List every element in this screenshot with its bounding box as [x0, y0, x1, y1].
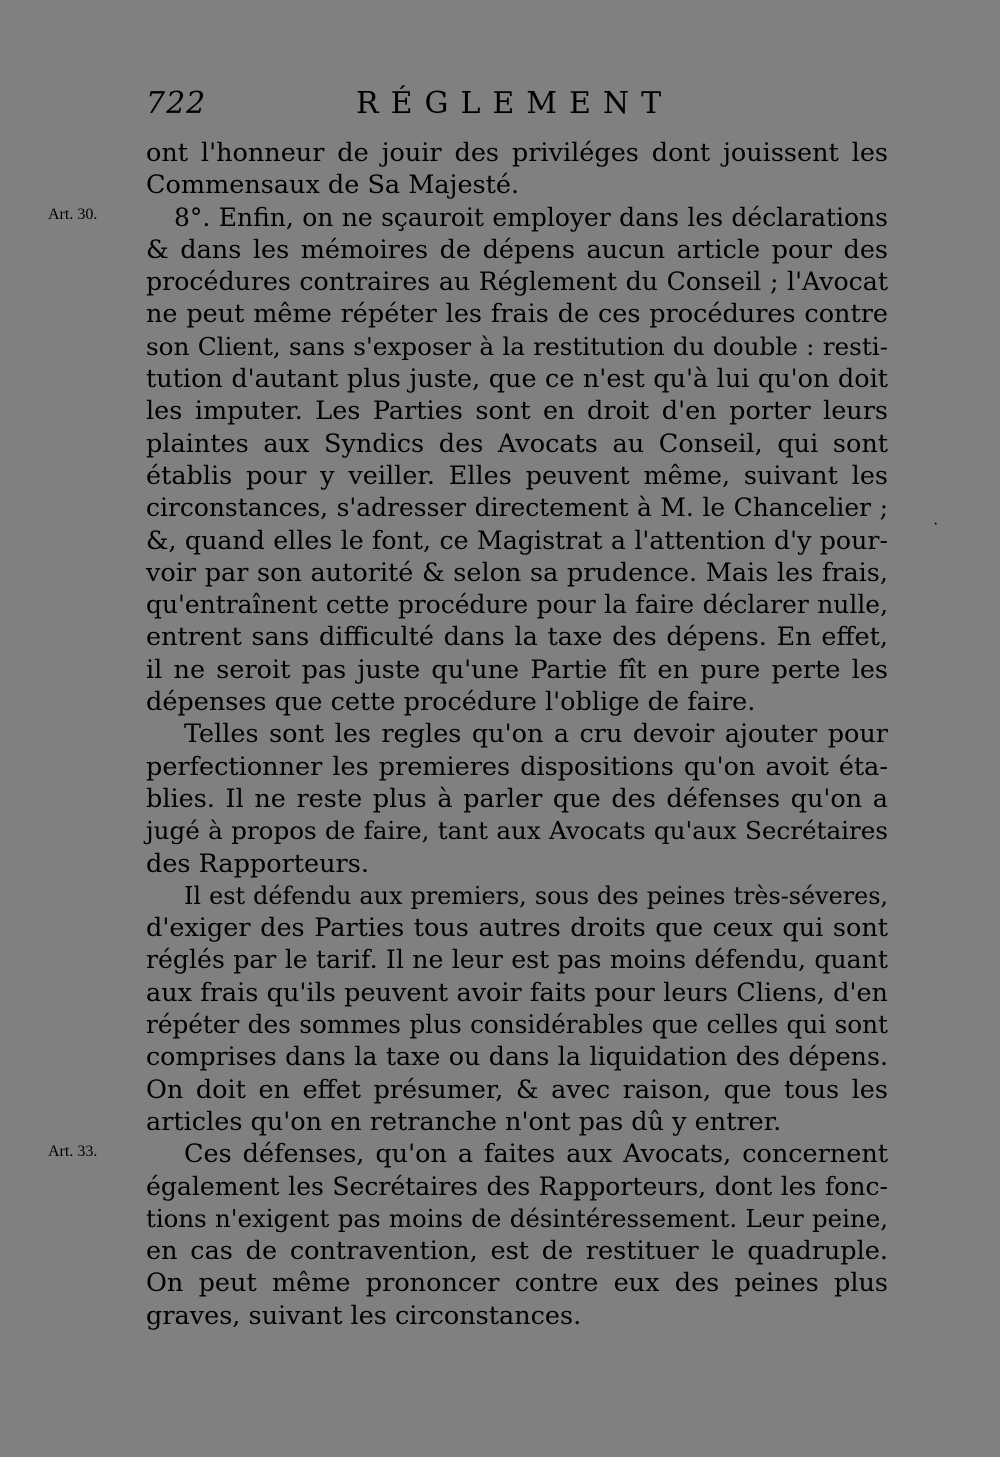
text-line: dépenses que cette procédure l'oblige de faire. [146, 687, 756, 718]
running-title: RÉGLEMENT [356, 86, 674, 121]
text-line: en cas de contravention, est de restituer le quadruple. [146, 1236, 888, 1267]
text-line: réglés par le tarif. Il ne leur est pas moins défendu, quant [146, 945, 888, 975]
text-line: les imputer. Les Parties sont en droit d'en porter leurs [146, 396, 888, 427]
text-line: & dans les mémoires de dépens aucun article pour des [146, 234, 888, 265]
margin-note-art-33: Art. 33. [48, 1143, 98, 1160]
text-line: des Rapporteurs. [146, 848, 369, 879]
text-line: Ces défenses, qu'on a faites aux Avocats, concernent [184, 1139, 888, 1170]
text-line: perfectionner les premieres dispositions qu'on avoit éta- [146, 751, 888, 782]
text-line: graves, suivant les circonstances. [146, 1300, 582, 1331]
text-line: blies. Il ne reste plus à parler que des défenses qu'on a [146, 783, 888, 814]
text-line: également les Secrétaires des Rapporteurs, dont les fonc- [146, 1171, 888, 1201]
text-line: entrent sans difficulté dans la taxe des dépens. En effet, [146, 622, 888, 653]
text-line: voir par son autorité & selon sa prudence. Mais les frais, [146, 557, 888, 588]
margin-note-art-30: Art. 30. [48, 206, 98, 223]
text-line: répéter des sommes plus considérables que celles qui sont [146, 1010, 888, 1040]
text-line: qu'entraînent cette procédure pour la faire déclarer nulle, [146, 590, 888, 620]
text-line: articles qu'on en retranche n'ont pas dû y entrer. [146, 1106, 782, 1137]
text-line: tions n'exigent pas moins de désintéressement. Leur peine, [146, 1203, 888, 1233]
text-line: tution d'autant plus juste, que ce n'est qu'à lui qu'on doit [146, 364, 888, 395]
text-line: aux frais qu'ils peuvent avoir faits pour leurs Cliens, d'en [146, 977, 888, 1008]
text-line: il ne seroit pas juste qu'une Partie fît en pure perte les [146, 654, 888, 685]
text-line: 8°. Enfin, on ne sçauroit employer dans les déclarations [174, 202, 888, 232]
text-line: d'exiger des Parties tous autres droits que ceux qui sont [146, 913, 888, 944]
text-line: Telles sont les regles qu'on a cru devoir ajouter pour [184, 719, 888, 750]
text-line: Il est défendu aux premiers, sous des peines très-séveres, [184, 881, 888, 910]
text-line: plaintes aux Syndics des Avocats au Conseil, qui sont [146, 428, 888, 459]
page-number: 722 [146, 86, 207, 121]
text-line: On doit en effet présumer, & avec raison, que tous les [146, 1074, 888, 1105]
page-header [146, 86, 886, 126]
text-line: On peut même prononcer contre eux des peines plus [146, 1268, 888, 1299]
stray-ink-mark: · [933, 516, 939, 533]
text-line: procédures contraires au Réglement du Conseil ; l'Avocat [146, 267, 888, 297]
text-line: circonstances, s'adresser directement à M. le Chancelier ; [146, 493, 888, 523]
text-line: établis pour y veiller. Elles peuvent même, suivant les [146, 460, 888, 491]
text-line: ont l'honneur de jouir des priviléges dont jouissent les [146, 138, 888, 168]
text-line: comprises dans la taxe ou dans la liquidation des dépens. [146, 1042, 888, 1072]
text-line: &, quand elles le font, ce Magistrat a l'attention d'y pour- [146, 525, 888, 555]
text-line: jugé à propos de faire, tant aux Avocats qu'aux Secrétaires [146, 816, 888, 846]
text-line: ne peut même répéter les frais de ces procédures contre [146, 299, 888, 330]
text-line: Commensaux de Sa Majesté. [146, 170, 520, 201]
text-line: son Client, sans s'exposer à la restitution du double : resti- [146, 331, 888, 361]
body-text [146, 137, 888, 1332]
